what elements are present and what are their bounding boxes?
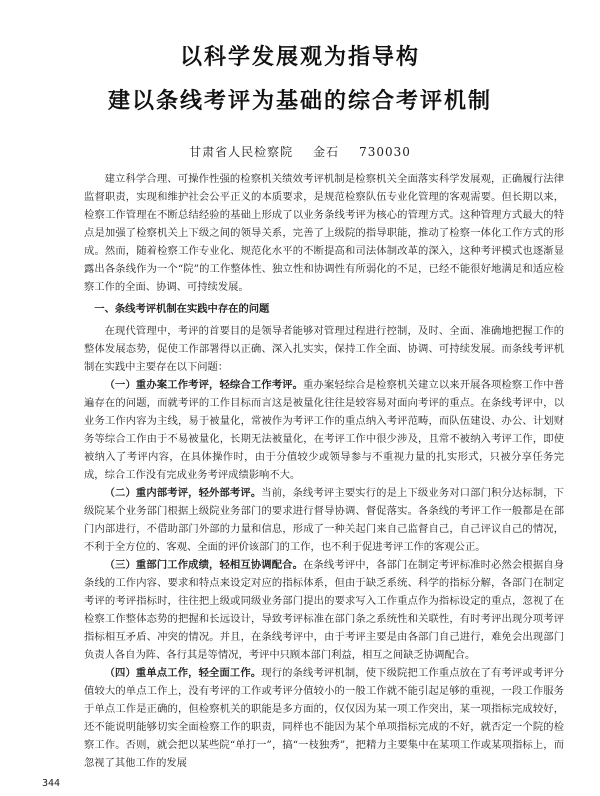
subsection-1-paragraph (84, 376, 564, 484)
page-number: 344 (42, 778, 61, 789)
section-heading-1: 一、条线考评机制在实践中存在的问题 (94, 303, 270, 315)
author-name: 金石 (313, 145, 340, 159)
subsection-4-heading: （四）重单点工作，轻全面工作。 (104, 667, 262, 679)
article-body (84, 170, 564, 772)
section-1-intro-paragraph: 在现代管理中，考评的首要目的是领导者能够对管理过程进行控制，及时、全面、准确地把握工作的整体发展态势，促使工作部署得以正确、深入扎实实，保持工作全面、协调、可持续发展。而条线考评机制在实践中主要存在以下问题： (84, 325, 564, 373)
author-byline (0, 143, 600, 160)
subsection-3-text: 在条线考评中，各部门在制定考评标准时必然会根据自身条线的工作内容、要求和特点来设定对应的指标体系，但由于缺乏系统、科学的指标分解，各部门在制定考评的考评指标时，往往把上级或同级业务部门提出的要求写入工作重点作为指标设定的重点，忽视了在检察工作整体态势的把握和长远设计，导致考评标准在部门条之系统性和关联性，有时考评出现分项考评指标相互矛盾、冲突的情况。并且，在条线考评中，由于考评主要是由各部门自己进行，难免会出现部门负责人各自为阵、各行其是等情况，考评中只顾本部门利益，相互之间缺乏协调配合。 (84, 559, 565, 661)
subsection-4-text: 现行的条线考评机制，使下级院把工作重点放在了有考评或考评分值较大的单点工作上，没有考评的工作或考评分值较小的一般工作就不能引起足够的重视，一段工作服务于单点工作是正确的，但检察机关的职能是多方面的，仅仅因为某一项工作突出，某一项指标完成较好，还不能说明能够切实全面检察工作的职责，同样也不能因为某个单项指标完成的不好，就否定一个院的检察工作。否则，就会把以某些院“单打一”，搞“一枝独秀”，把精力主要集中在某项工作或某项指标上，而忽视了其他工作的发展 (84, 667, 565, 769)
subsection-2-paragraph (84, 484, 564, 556)
author-organization: 甘肃省人民检察院 (189, 145, 294, 159)
subsection-1-heading: （一）重办案工作考评，轻综合工作考评。 (104, 379, 304, 391)
postal-code: 730030 (359, 145, 411, 159)
subsection-3-paragraph (84, 556, 564, 664)
subsection-4-paragraph (84, 664, 564, 772)
article-title-line-1: 以科学发展观为指导构 (179, 45, 420, 70)
subsection-2-heading: （二）重内部考评，轻外部考评。 (104, 487, 262, 499)
intro-paragraph: 建立科学合理、可操作性强的检察机关绩效考评机制是检察机关全面落实科学发展观，正确履行法律监督职责，实现和维护社会公平正义的本质要求，是规范检察队伍专业化管理的客观需要。但长期以来，检察工作管理在不断总结经验的基础上形成了以业务条线考评为核心的管理方式。这种管理方式最大的特点是加强了检察机关上下级之间的领导关系，完善了上级院的指导职能，推动了检察一体化工作方式的形成。然而，随着检察工作专业化、规范化水平的不断提高和司法体制改革的深入，这种考评模式也逐渐显露出各条线作为一个“院”的工作整体性、独立性和协调性有所弱化的不足，已经不能很好地满足和适应检察工作的全面、协调、可持续发展。 (84, 173, 564, 293)
article-title-line-2: 建以条线考评为基础的综合考评机制 (107, 89, 492, 114)
subsection-3-heading: （三）重部门工作成绩，轻相互协调配合。 (104, 559, 304, 571)
subsection-2-text: 当前，条线考评主要实行的是上下级业务对口部门积分达标制，下级院某个业务部门根据上级院业务部门的要求进行督导协调、督促落实。各条线的考评工作一般都是在部门内部进行，不借助部门外部的力量和信息，形成了一种关起门来自己监督自己，自己评议自己的情况，不利于全方位的、客观、全面的评价该部门的工作，也不利于促进考评工作的客观公正。 (84, 487, 565, 553)
subsection-1-text: 重办案轻综合是检察机关建立以来开展各项检察工作中普遍存在的问题，而就考评的工作目标而言这是被量化往往是较容易对面向考评的重点。在条线考评中，以业务工作内容为主线，易于被量化，常被作为考评工作的重点纳入考评范畴，而队伍建设、办公、计划财务等综合工作由于不易被量化，长期无法被量化，在考评工作中很少涉及，且常不被纳入考评工作，即使被纳入了考评内容，在具体操作时，由于分值较少或领导参与不重视力量的扎实形式，只被分享任务完成，综合工作没有完成业务考评成绩影响不大。 (84, 379, 565, 481)
